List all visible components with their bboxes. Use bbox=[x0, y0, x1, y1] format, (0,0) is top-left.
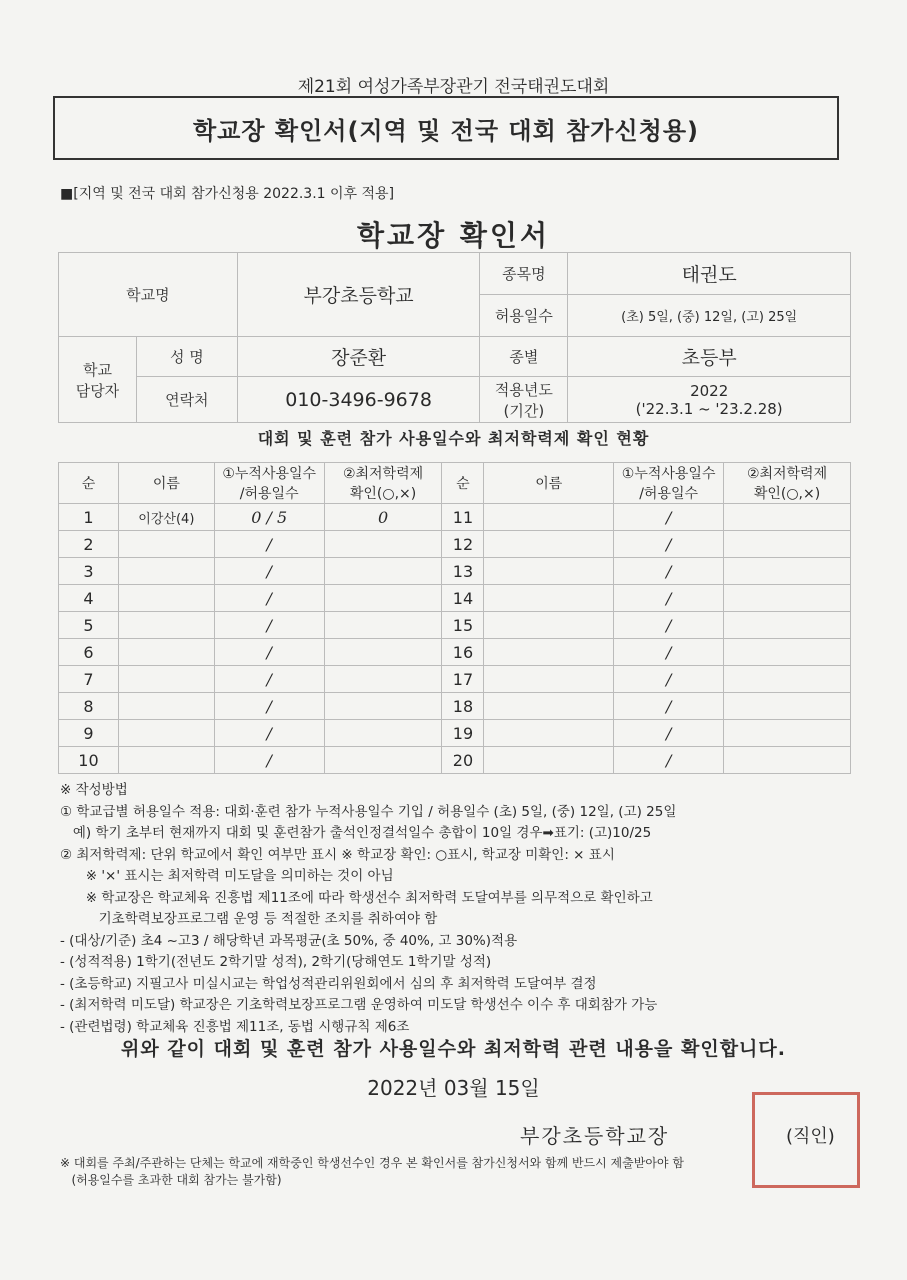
cell-name2 bbox=[484, 612, 614, 639]
event-title: 제21회 여성가족부장관기 전국태권도대회 bbox=[297, 77, 610, 97]
instruction-line: - (초등학교) 지필고사 미실시교는 학업성적관리위원회에서 심의 후 최저학력 도달여부 결정 bbox=[60, 975, 597, 992]
col-no: 순 bbox=[59, 463, 119, 504]
instruction-line: ※ '×' 표시는 최저학력 미도달을 의미하는 것이 아님 bbox=[60, 868, 394, 884]
cell-days: / bbox=[214, 720, 324, 747]
cell-min2 bbox=[724, 558, 851, 585]
instructions bbox=[60, 780, 860, 1038]
cell-name bbox=[118, 585, 214, 612]
cell-min bbox=[324, 558, 442, 585]
cell-no: 3 bbox=[59, 558, 119, 585]
confirmation-statement: 위와 같이 대회 및 훈련 참가 사용일수와 최저학력 관련 내용을 확인합니다. bbox=[121, 1038, 786, 1060]
table-row bbox=[59, 558, 851, 585]
category-label: 종별 bbox=[480, 337, 568, 377]
instruction-line: ① 학교급별 허용일수 적용: 대회·훈련 참가 누적사용일수 기입 / 허용일수 (초) 5일, (중) 12일, (고) 25일 bbox=[60, 803, 677, 820]
instruction-line: - (대상/기준) 초4 ~고3 / 해당학년 과목평균(초 50%, 중 40%, 고 30%)적용 bbox=[60, 932, 518, 949]
cell-no: 10 bbox=[59, 747, 119, 774]
table-row bbox=[59, 504, 851, 531]
document-title: 학교장 확인서 bbox=[356, 219, 551, 252]
cell-min bbox=[324, 585, 442, 612]
applies-note: ■[지역 및 전국 대회 참가신청용 2022.3.1 이후 적용] bbox=[60, 186, 395, 202]
cell-no: 5 bbox=[59, 612, 119, 639]
cell-name2 bbox=[484, 639, 614, 666]
table-row bbox=[59, 639, 851, 666]
cell-min2 bbox=[724, 720, 851, 747]
cell-min bbox=[324, 612, 442, 639]
year-label: 적용년도 (기간) bbox=[480, 377, 568, 423]
instruction-line: 예) 학기 초부터 현재까지 대회 및 훈련참가 출석인정결석일수 총합이 10일 경우➡표기: (고)10/25 bbox=[60, 825, 652, 841]
cell-days: / bbox=[214, 693, 324, 720]
cell-min2 bbox=[724, 639, 851, 666]
cell-no2: 16 bbox=[442, 639, 484, 666]
footnote-line: ※ 대회를 주최/주관하는 단체는 학교에 재학중인 학생선수인 경우 본 확인서를 참가신청서와 함께 반드시 제출받아야 함 bbox=[60, 1156, 684, 1170]
cell-no2: 18 bbox=[442, 693, 484, 720]
col-name: 이름 bbox=[118, 463, 214, 504]
cell-no: 9 bbox=[59, 720, 119, 747]
instruction-line: - (성적적용) 1학기(전년도 2학기말 성적), 2학기(당해연도 1학기말 성적) bbox=[60, 954, 492, 970]
cell-days2: / bbox=[614, 666, 724, 693]
school-name-label: 학교명 bbox=[59, 253, 238, 337]
cell-days2: / bbox=[614, 720, 724, 747]
cell-days: / bbox=[214, 531, 324, 558]
category-value: 초등부 bbox=[568, 337, 851, 377]
instruction-line: - (최저학력 미도달) 학교장은 기초학력보장프로그램 운영하여 미도달 학생선수 이수 후 대회참가 가능 bbox=[60, 997, 658, 1013]
allowed-days-value: (초) 5일, (중) 12일, (고) 25일 bbox=[568, 295, 851, 337]
cell-no2: 14 bbox=[442, 585, 484, 612]
manager-label: 학교 담당자 bbox=[59, 337, 137, 423]
cell-name bbox=[118, 720, 214, 747]
instruction-line: ※ 학교장은 학교체육 진흥법 제11조에 따라 학생선수 최저학력 도달여부를 의무적으로 확인하고 bbox=[60, 889, 653, 906]
instruction-line: - (관련법령) 학교체육 진흥법 제11조, 동법 시행규칙 제6조 bbox=[60, 1018, 410, 1035]
cell-name bbox=[118, 558, 214, 585]
cell-name2 bbox=[484, 693, 614, 720]
confirmation-date: 2022년 03월 15일 bbox=[367, 1076, 540, 1100]
year-cell bbox=[568, 377, 851, 423]
cell-days2: / bbox=[614, 585, 724, 612]
table-row bbox=[59, 693, 851, 720]
cell-days2: / bbox=[614, 747, 724, 774]
cell-min: 0 bbox=[324, 504, 442, 531]
cell-min2 bbox=[724, 693, 851, 720]
footnote bbox=[60, 1155, 860, 1189]
instruction-line: 기초학력보장프로그램 운영 등 적절한 조치를 취하여야 함 bbox=[60, 911, 438, 927]
cell-name2 bbox=[484, 531, 614, 558]
cell-name bbox=[118, 666, 214, 693]
cell-days2: / bbox=[614, 504, 724, 531]
cell-min2 bbox=[724, 612, 851, 639]
cell-no2: 19 bbox=[442, 720, 484, 747]
instruction-line: ※ 작성방법 bbox=[60, 782, 128, 798]
cell-min2 bbox=[724, 504, 851, 531]
col-days: ①누적사용일수 /허용일수 bbox=[214, 463, 324, 504]
table-row bbox=[59, 747, 851, 774]
manager-name-label: 성 명 bbox=[136, 337, 237, 377]
section-title: 대회 및 훈련 참가 사용일수와 최저학력제 확인 현황 bbox=[257, 429, 650, 448]
cell-min bbox=[324, 531, 442, 558]
school-info-table bbox=[58, 252, 851, 423]
cell-min2 bbox=[724, 747, 851, 774]
cell-min bbox=[324, 666, 442, 693]
cell-min2 bbox=[724, 585, 851, 612]
cell-days2: / bbox=[614, 531, 724, 558]
cell-no: 2 bbox=[59, 531, 119, 558]
seal-label: (직인) bbox=[786, 1126, 835, 1147]
cell-no2: 17 bbox=[442, 666, 484, 693]
cell-name: 이강산(4) bbox=[118, 504, 214, 531]
cell-no2: 15 bbox=[442, 612, 484, 639]
table-row bbox=[59, 585, 851, 612]
year-value: 2022 bbox=[690, 381, 729, 400]
col-no-2: 순 bbox=[442, 463, 484, 504]
sport-label: 종목명 bbox=[480, 253, 568, 295]
cell-name bbox=[118, 747, 214, 774]
cell-name2 bbox=[484, 504, 614, 531]
cell-no2: 20 bbox=[442, 747, 484, 774]
cell-days: / bbox=[214, 666, 324, 693]
cell-name2 bbox=[484, 585, 614, 612]
cell-name2 bbox=[484, 720, 614, 747]
col-min: ②최저학력제 확인(○,×) bbox=[324, 463, 442, 504]
col-days-2: ①누적사용일수 /허용일수 bbox=[614, 463, 724, 504]
cell-days2: / bbox=[614, 558, 724, 585]
cell-days2: / bbox=[614, 612, 724, 639]
col-min-2: ②최저학력제 확인(○,×) bbox=[724, 463, 851, 504]
cell-no: 6 bbox=[59, 639, 119, 666]
allowed-days-label: 허용일수 bbox=[480, 295, 568, 337]
cell-name bbox=[118, 612, 214, 639]
cell-min bbox=[324, 720, 442, 747]
form-title-box: 학교장 확인서(지역 및 전국 대회 참가신청용) bbox=[53, 96, 839, 160]
cell-no2: 11 bbox=[442, 504, 484, 531]
cell-min bbox=[324, 693, 442, 720]
table-row bbox=[59, 720, 851, 747]
cell-min bbox=[324, 747, 442, 774]
cell-name bbox=[118, 531, 214, 558]
cell-days: / bbox=[214, 639, 324, 666]
cell-name2 bbox=[484, 666, 614, 693]
school-name-value: 부강초등학교 bbox=[237, 253, 480, 337]
cell-no: 4 bbox=[59, 585, 119, 612]
year-period: ('22.3.1 ~ '23.2.28) bbox=[635, 399, 783, 418]
cell-name2 bbox=[484, 747, 614, 774]
principal-title: 부강초등학교장 bbox=[520, 1124, 670, 1148]
sport-value: 태권도 bbox=[568, 253, 851, 295]
manager-name-value: 장준환 bbox=[237, 337, 480, 377]
table-row bbox=[59, 666, 851, 693]
cell-no: 1 bbox=[59, 504, 119, 531]
col-name-2: 이름 bbox=[484, 463, 614, 504]
cell-days: / bbox=[214, 612, 324, 639]
cell-name bbox=[118, 693, 214, 720]
cell-days: / bbox=[214, 585, 324, 612]
footnote-line: (허용일수를 초과한 대회 참가는 불가함) bbox=[60, 1173, 282, 1187]
cell-days: / bbox=[214, 558, 324, 585]
cell-no2: 13 bbox=[442, 558, 484, 585]
cell-min bbox=[324, 639, 442, 666]
table-row bbox=[59, 612, 851, 639]
cell-min2 bbox=[724, 531, 851, 558]
instruction-line: ② 최저학력제: 단위 학교에서 확인 여부만 표시 ※ 학교장 확인: ○표시, 학교장 미확인: × 표시 bbox=[60, 846, 615, 863]
contact-value: 010-3496-9678 bbox=[237, 377, 480, 423]
athlete-grid bbox=[58, 462, 851, 774]
cell-no: 8 bbox=[59, 693, 119, 720]
table-row bbox=[59, 531, 851, 558]
cell-days2: / bbox=[614, 639, 724, 666]
cell-days: 0 / 5 bbox=[214, 504, 324, 531]
cell-min2 bbox=[724, 666, 851, 693]
cell-days: / bbox=[214, 747, 324, 774]
cell-no2: 12 bbox=[442, 531, 484, 558]
cell-name bbox=[118, 639, 214, 666]
cell-days2: / bbox=[614, 693, 724, 720]
cell-no: 7 bbox=[59, 666, 119, 693]
contact-label: 연락처 bbox=[136, 377, 237, 423]
cell-name2 bbox=[484, 558, 614, 585]
